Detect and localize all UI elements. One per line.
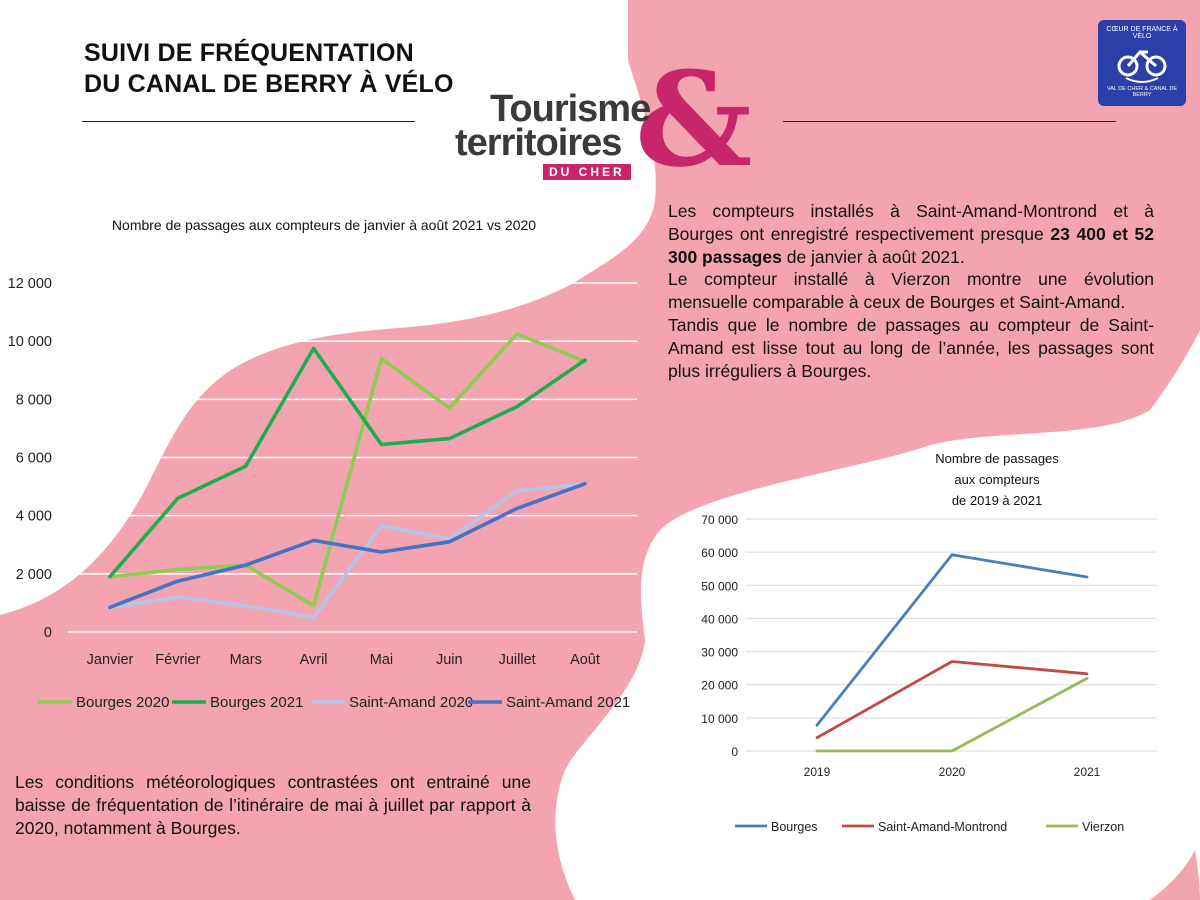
chart1-series-line bbox=[110, 334, 585, 606]
chart1-ytick-label: 6 000 bbox=[15, 450, 52, 467]
chart2-xtick-label: 2020 bbox=[938, 765, 966, 779]
chart1-xtick-label: Août bbox=[570, 652, 600, 668]
right-text-highlight: 23 400 et 52 300 passages bbox=[668, 223, 1154, 267]
badge-bottom-text: VAL DE CHER & CANAL DE BERRY bbox=[1106, 86, 1178, 98]
chart1-xtick-label: Février bbox=[155, 652, 201, 668]
chart1-series-line bbox=[110, 484, 585, 608]
chart1-series-line bbox=[110, 348, 585, 576]
chart1-title-line: Nombre de passages aux compteurs de janvier à août 2021 vs 2020 bbox=[111, 217, 537, 233]
chart1-legend-label: Bourges 2020 bbox=[76, 694, 170, 711]
chart1-xtick-label: Mars bbox=[229, 652, 262, 668]
left-paragraph bbox=[15, 771, 531, 839]
logo-line1: Tourisme bbox=[490, 88, 651, 130]
chart1-xtick-label: Juillet bbox=[498, 652, 536, 668]
logo-line2: territoires bbox=[455, 122, 622, 164]
chart2-title-line: Nombre de passages bbox=[935, 451, 1059, 466]
page-title-line2: DU CANAL DE BERRY À VÉLO bbox=[84, 70, 454, 98]
right-text-4: Le compteur installé à Vierzon montre une évolution mensuelle comparable à ceux de Bourges et Saint-Amand. bbox=[668, 269, 1154, 313]
right-paragraph bbox=[668, 200, 1154, 382]
chart2-legend-label: Saint-Amand-Montrond bbox=[878, 820, 1008, 834]
chart2-title-line: de 2019 à 2021 bbox=[951, 493, 1043, 508]
chart1-ytick-label: 0 bbox=[43, 625, 52, 641]
chart2-ytick-label: 50 000 bbox=[701, 579, 738, 594]
logo-tag: DU CHER bbox=[543, 164, 631, 180]
chart1-series-line bbox=[110, 484, 585, 618]
chart1-legend-label: Bourges 2021 bbox=[210, 694, 304, 711]
chart1-xtick-label: Juin bbox=[435, 652, 463, 668]
chart1-xtick-label: Avril bbox=[299, 652, 328, 668]
chart2-legend-label: Bourges bbox=[771, 820, 818, 834]
chart1-ytick-label: 4 000 bbox=[15, 508, 52, 525]
chart2-legend-label: Vierzon bbox=[1082, 820, 1125, 834]
chart2-ytick-label: 30 000 bbox=[701, 645, 738, 660]
chart1-ytick-label: 2 000 bbox=[15, 566, 52, 583]
chart2-ytick-label: 40 000 bbox=[701, 612, 738, 627]
chart1-legend-label: Saint-Amand 2021 bbox=[506, 694, 631, 711]
right-text-3: de janvier à août 2021. bbox=[781, 246, 965, 267]
chart2-ytick-label: 60 000 bbox=[701, 546, 738, 561]
right-text-5: Tandis que le nombre de passages au compteur de Saint-Amand est lisse tout au long de l’année, les passages sont plus irréguliers à Bourges. bbox=[668, 314, 1154, 381]
chart1-ytick-label: 8 000 bbox=[15, 392, 52, 409]
right-text-1: Les compteurs installés à Saint-Amand-Montrond et à Bourges ont enregistré respectivement presque bbox=[668, 201, 1154, 244]
chart1-ytick-label: 10 000 bbox=[7, 334, 52, 351]
chart2-ytick-label: 70 000 bbox=[701, 513, 738, 527]
page-title-line1: SUIVI DE FRÉQUENTATION bbox=[84, 39, 414, 67]
left-text-1: Les conditions météorologiques contrastées ont entrainé une baisse de fréquentation de l’itinéraire de mai à juillet par rapport à 2020, notamment à Bourges. bbox=[15, 772, 531, 838]
chart1-legend-label: Saint-Amand 2020 bbox=[349, 694, 474, 711]
chart2-xtick-label: 2021 bbox=[1073, 765, 1101, 779]
chart2-xtick-label: 2019 bbox=[803, 765, 831, 779]
logo-ampersand: & bbox=[635, 43, 753, 196]
chart1-xtick-label: Janvier bbox=[86, 652, 134, 668]
badge-top-text: CŒUR DE FRANCE À VÉLO bbox=[1106, 26, 1178, 40]
chart2-ytick-label: 20 000 bbox=[701, 678, 738, 693]
chart2-ytick-label: 10 000 bbox=[701, 711, 738, 726]
chart1-ytick-label: 12 000 bbox=[7, 276, 52, 292]
chart1-xtick-label: Mai bbox=[369, 652, 394, 668]
chart2-title-line: aux compteurs bbox=[954, 472, 1040, 487]
chart2-ytick-label: 0 bbox=[731, 745, 738, 759]
